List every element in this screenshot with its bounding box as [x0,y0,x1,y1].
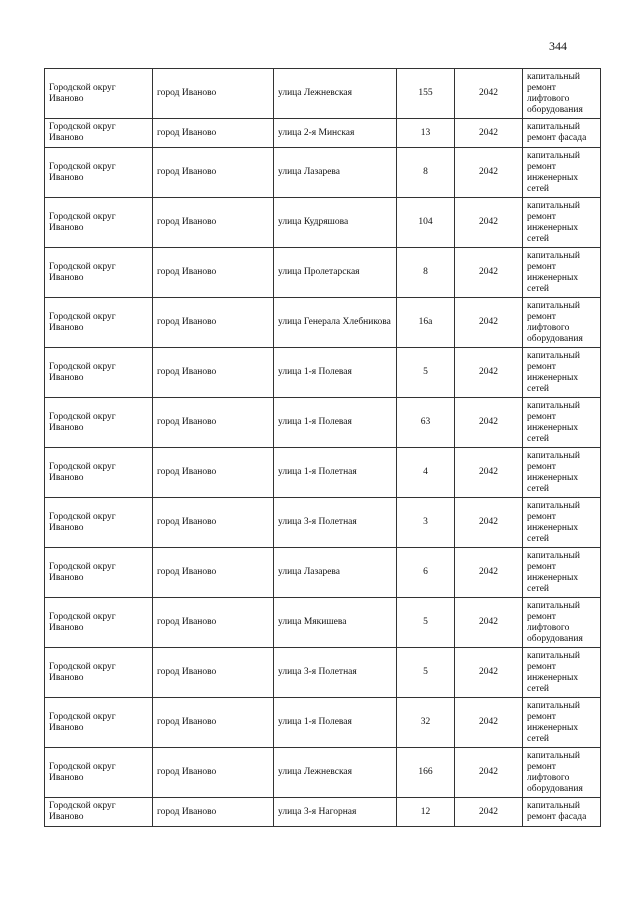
street-cell: улица Мякишева [274,598,397,648]
street-cell: улица 1-я Полетная [274,448,397,498]
year-cell: 2042 [455,298,523,348]
house-number-cell: 4 [397,448,455,498]
work-type-cell: капитальный ремонт инженерных сетей [523,348,601,398]
house-number-cell: 8 [397,148,455,198]
street-cell: улица 3-я Полетная [274,648,397,698]
table-row [45,798,601,827]
house-number-cell: 3 [397,498,455,548]
year-cell: 2042 [455,648,523,698]
year-cell: 2042 [455,148,523,198]
house-number-cell: 5 [397,598,455,648]
municipality-cell: Городской округ Иваново [45,498,153,548]
table-row [45,548,601,598]
work-type-cell: капитальный ремонт инженерных сетей [523,698,601,748]
work-type-cell: капитальный ремонт инженерных сетей [523,548,601,598]
house-number-cell: 12 [397,798,455,827]
municipality-cell: Городской округ Иваново [45,298,153,348]
street-cell: улица 1-я Полевая [274,348,397,398]
municipality-cell: Городской округ Иваново [45,248,153,298]
settlement-cell: город Иваново [153,119,274,148]
house-number-cell: 63 [397,398,455,448]
work-type-cell: капитальный ремонт инженерных сетей [523,248,601,298]
table-row [45,119,601,148]
year-cell: 2042 [455,448,523,498]
settlement-cell: город Иваново [153,248,274,298]
municipality-cell: Городской округ Иваново [45,598,153,648]
work-type-cell: капитальный ремонт инженерных сетей [523,498,601,548]
street-cell: улица 1-я Полевая [274,398,397,448]
street-cell: улица Лазарева [274,148,397,198]
year-cell: 2042 [455,498,523,548]
year-cell: 2042 [455,698,523,748]
street-cell: улица 3-я Полетная [274,498,397,548]
settlement-cell: город Иваново [153,748,274,798]
table-row [45,69,601,119]
house-number-cell: 13 [397,119,455,148]
house-number-cell: 6 [397,548,455,598]
table-row [45,348,601,398]
street-cell: улица Кудряшова [274,198,397,248]
table-row [45,448,601,498]
settlement-cell: город Иваново [153,798,274,827]
settlement-cell: город Иваново [153,148,274,198]
year-cell: 2042 [455,748,523,798]
table-row [45,198,601,248]
work-type-cell: капитальный ремонт лифтового оборудования [523,748,601,798]
municipality-cell: Городской округ Иваново [45,548,153,598]
work-type-cell: капитальный ремонт лифтового оборудования [523,69,601,119]
municipality-cell: Городской округ Иваново [45,198,153,248]
street-cell: улица 2-я Минская [274,119,397,148]
municipality-cell: Городской округ Иваново [45,448,153,498]
municipality-cell: Городской округ Иваново [45,698,153,748]
page-number: 344 [549,39,567,53]
settlement-cell: город Иваново [153,598,274,648]
work-type-cell: капитальный ремонт инженерных сетей [523,148,601,198]
table-row [45,498,601,548]
settlement-cell: город Иваново [153,69,274,119]
settlement-cell: город Иваново [153,198,274,248]
year-cell: 2042 [455,548,523,598]
municipality-cell: Городской округ Иваново [45,748,153,798]
street-cell: улица Лежневская [274,69,397,119]
year-cell: 2042 [455,198,523,248]
work-type-cell: капитальный ремонт инженерных сетей [523,448,601,498]
municipality-cell: Городской округ Иваново [45,648,153,698]
house-number-cell: 155 [397,69,455,119]
settlement-cell: город Иваново [153,498,274,548]
house-number-cell: 8 [397,248,455,298]
settlement-cell: город Иваново [153,448,274,498]
table-row [45,748,601,798]
house-number-cell: 16а [397,298,455,348]
municipality-cell: Городской округ Иваново [45,69,153,119]
work-type-cell: капитальный ремонт инженерных сетей [523,398,601,448]
house-number-cell: 166 [397,748,455,798]
settlement-cell: город Иваново [153,348,274,398]
work-type-cell: капитальный ремонт фасада [523,119,601,148]
house-number-cell: 32 [397,698,455,748]
table-row [45,398,601,448]
year-cell: 2042 [455,798,523,827]
street-cell: улица 1-я Полевая [274,698,397,748]
municipality-cell: Городской округ Иваново [45,348,153,398]
street-cell: улица Пролетарская [274,248,397,298]
street-cell: улица Лазарева [274,548,397,598]
work-type-cell: капитальный ремонт инженерных сетей [523,198,601,248]
repair-schedule-table [44,68,601,827]
street-cell: улица Генерала Хлебникова [274,298,397,348]
municipality-cell: Городской округ Иваново [45,398,153,448]
settlement-cell: город Иваново [153,698,274,748]
work-type-cell: капитальный ремонт лифтового оборудования [523,598,601,648]
work-type-cell: капитальный ремонт инженерных сетей [523,648,601,698]
municipality-cell: Городской округ Иваново [45,119,153,148]
year-cell: 2042 [455,348,523,398]
year-cell: 2042 [455,248,523,298]
settlement-cell: город Иваново [153,398,274,448]
year-cell: 2042 [455,69,523,119]
settlement-cell: город Иваново [153,548,274,598]
street-cell: улица Лежневская [274,748,397,798]
year-cell: 2042 [455,119,523,148]
table-row [45,648,601,698]
table-row [45,148,601,198]
house-number-cell: 5 [397,648,455,698]
table-row [45,298,601,348]
street-cell: улица 3-я Нагорная [274,798,397,827]
settlement-cell: город Иваново [153,298,274,348]
work-type-cell: капитальный ремонт лифтового оборудования [523,298,601,348]
municipality-cell: Городской округ Иваново [45,798,153,827]
year-cell: 2042 [455,398,523,448]
table-row [45,698,601,748]
settlement-cell: город Иваново [153,648,274,698]
table-row [45,248,601,298]
work-type-cell: капитальный ремонт фасада [523,798,601,827]
municipality-cell: Городской округ Иваново [45,148,153,198]
house-number-cell: 5 [397,348,455,398]
table-row [45,598,601,648]
house-number-cell: 104 [397,198,455,248]
year-cell: 2042 [455,598,523,648]
